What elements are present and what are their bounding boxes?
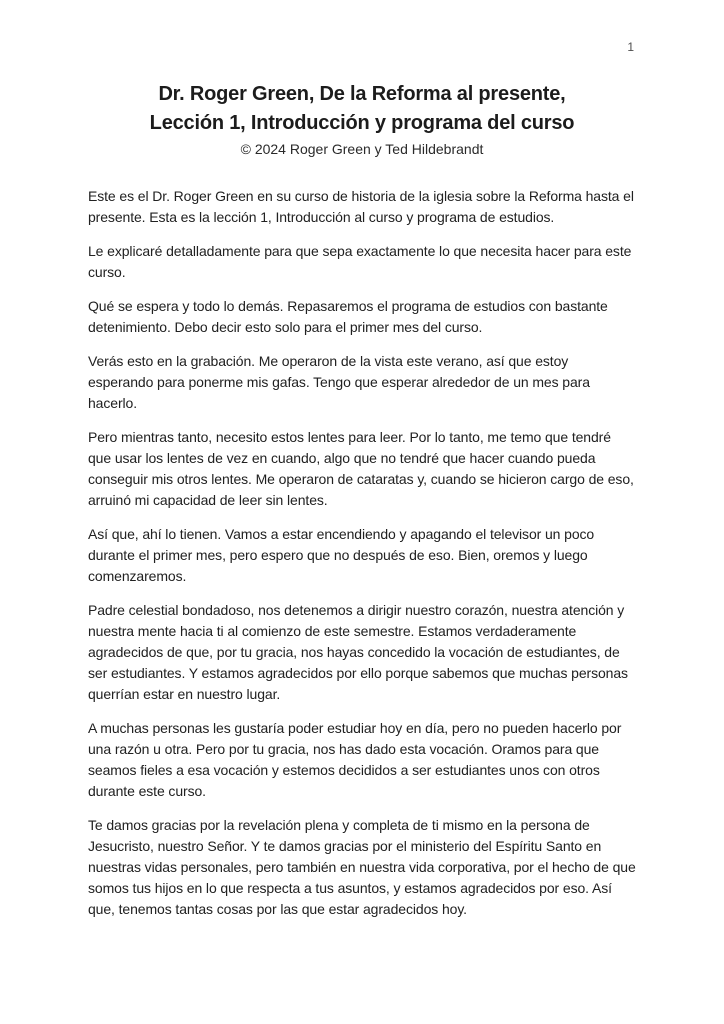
document-header	[88, 80, 636, 160]
paragraph-6: Así que, ahí lo tienen. Vamos a estar encendiendo y apagando el televisor un poco durante el primer mes, pero espero que no después de eso. Bien, oremos y luego comenzaremos.	[88, 526, 595, 584]
paragraph-2: Le explicaré detalladamente para que sepa exactamente lo que necesita hacer para este curso.	[88, 243, 632, 280]
paragraph-5: Pero mientras tanto, necesito estos lentes para leer. Por lo tanto, me temo que tendré que usar los lentes de vez en cuando, algo que no tendré que hacer cuando pueda conseguir mis otros lentes. Me operaron de cataratas y, cuando se hicieron cargo de eso, arruinó mi capacidad de leer sin lentes.	[88, 429, 634, 508]
paragraph-7: Padre celestial bondadoso, nos detenemos a dirigir nuestro corazón, nuestra atención y nuestra mente hacia ti al comienzo de este semestre. Estamos verdaderamente agradecidos de que, por tu gracia, nos hayas concedido la vocación de estudiantes, de ser estudiantes. Y estamos agradecidos por ello porque sabemos que muchas personas querrían estar en nuestro lugar.	[88, 602, 628, 702]
document-body	[88, 186, 636, 920]
copyright-line: © 2024 Roger Green y Ted Hildebrandt	[240, 141, 484, 157]
paragraph-8: A muchas personas les gustaría poder estudiar hoy en día, pero no pueden hacerlo por una razón u otra. Pero por tu gracia, nos has dado esta vocación. Oramos para que seamos fieles a esa vocación y estemos decididos a ser estudiantes unos con otros durante este curso.	[88, 720, 622, 799]
paragraph-3: Qué se espera y todo lo demás. Repasaremos el programa de estudios con bastante detenimiento. Debo decir esto solo para el primer mes del curso.	[88, 298, 608, 335]
paragraph-4: Verás esto en la grabación. Me operaron de la vista este verano, así que estoy esperando para ponerme mis gafas. Tengo que esperar alrededor de un mes para hacerlo.	[88, 353, 590, 411]
paragraph-9: Te damos gracias por la revelación plena y completa de ti mismo en la persona de Jesucristo, nuestro Señor. Y te damos gracias por el ministerio del Espíritu Santo en nuestras vidas personales, pero también en nuestra vida corporativa, por el hecho de que somos tus hijos en lo que respecta a tus asuntos, y estamos agradecidos por eso. Así que, tenemos tantas cosas por las que estar agradecidos hoy.	[88, 817, 636, 917]
paragraph-1: Este es el Dr. Roger Green en su curso de historia de la iglesia sobre la Reforma hasta el presente. Esta es la lección 1, Introducción al curso y programa de estudios.	[88, 188, 634, 225]
page-number: 1	[627, 40, 634, 54]
doc-title-line-1: Dr. Roger Green, De la Reforma al presente,	[158, 83, 566, 105]
doc-title-line-2: Lección 1, Introducción y programa del curso	[149, 112, 575, 134]
